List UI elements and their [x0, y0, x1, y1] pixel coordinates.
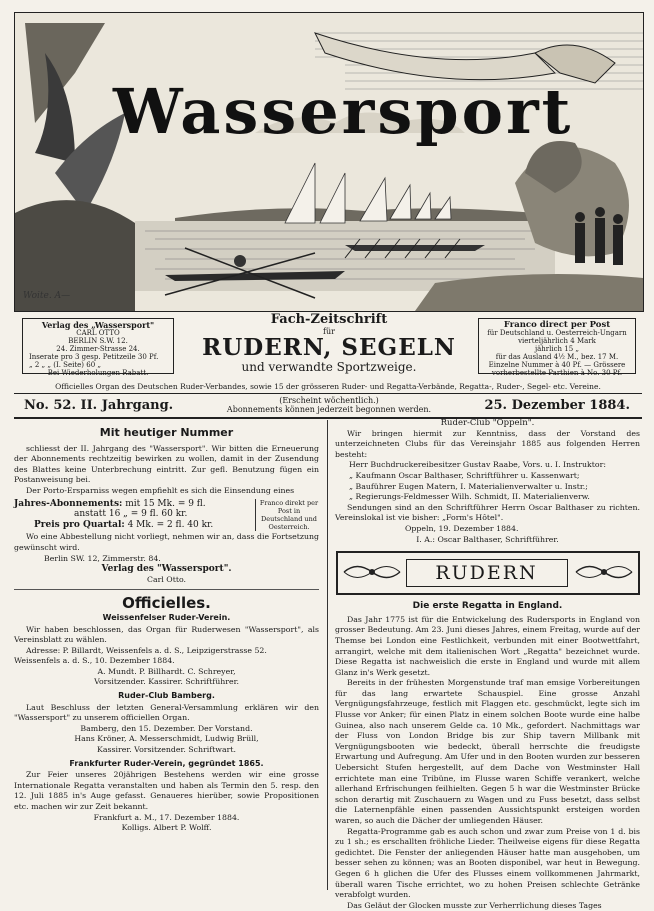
rudern-section-title: RUDERN [406, 559, 568, 587]
left-ornament-icon [342, 561, 402, 583]
frankfurt-date: Frankfurt a. M., 17. Dezember 1884. [93, 812, 240, 822]
notice-verlag: Verlag des "Wassersport". [101, 564, 232, 575]
regatta-engraving [15, 13, 643, 311]
oppeln-member2: „ Kaufmann Oscar Balthaser, Schriftführer u. Kassenwart; [349, 470, 580, 480]
oppeln-member3: „ Bauführer Eugen Matern, I. Materialienverwalter u. Instr.; [349, 481, 588, 491]
notice-heading: Mit heutiger Nummer [99, 426, 234, 439]
frankfurt-heading: Frankfurter Ruder-Verein, gegründet 1865. [69, 758, 264, 768]
publisher-line1: Verlag des „Wassersport" [41, 320, 155, 330]
bamberg-roles: Kassirer. Vorsitzender. Schriftwart. [97, 745, 236, 755]
weissenfels-para: Wir haben beschlossen, das Organ für Ruderwesen "Wassersport", als Vereinsblatt zu wählen. [14, 624, 319, 645]
issue-number: No. 52. II. Jahrgang. [24, 398, 174, 413]
masthead-title: Wassersport [113, 75, 574, 148]
publisher-line2: CARL OTTO [76, 329, 120, 337]
sub-line7: vorherbestellte Parthien à No. 30 Pf. [491, 369, 623, 377]
notice-address: Berlin SW. 12, Zimmerstr. 84. [44, 553, 161, 563]
official-organ-line: Officielles Organ des Deutschen Ruder-Verbandes, sowie 15 der grösseren Ruder- und Regatta-Verbände, Regatta-, Ruder-, Segel- etc. Vereine. [14, 382, 642, 394]
sub-line5: für das Ausland 4½ M., bez. 17 M. [495, 353, 619, 361]
notice-para3: Wo eine Abbestellung nicht vorliegt, nehmen wir an, dass die Fortsetzung gewünscht wird. [14, 532, 319, 552]
officielles-heading: Officielles. [122, 594, 211, 613]
publisher-line5: Inserate pro 3 gesp. Petitzeile 30 Pf. [29, 353, 159, 361]
right-column [335, 418, 640, 911]
publisher-box [22, 318, 174, 377]
oppeln-member4: „ Regierungs-Feldmesser Wilh. Schmidt, II. Materialienverw. [349, 492, 590, 502]
bamberg-signatures: Hans Kröner, A. Messerschmidt, Ludwig Brüll, [74, 734, 259, 744]
publisher-line6: „ 2 „ „ (I. Seite) 60 „ [29, 361, 102, 369]
oppeln-member1: Herr Buchdruckereibesitzer Gustav Raabe, Vors. u. I. Instruktor: [349, 460, 606, 470]
notice-para1: schliesst der II. Jahrgang des "Wassersport". Wir bitten die Erneuerung der Abonnements rechtzeitig bewirken zu wollen, damit in der Zusendung des Blattes keine Unterbrechung eintritt. Zur gefl. Benutzung fügen ein Postanweisung bei. [14, 443, 319, 485]
weissenfels-heading: Weissenfelser Ruder-Verein. [102, 612, 231, 622]
jahres-value1: mit 15 Mk. = 9 fl. [125, 498, 206, 509]
publisher-line3: BERLIN S.W. 12. [68, 337, 128, 345]
issue-subscribe-note: Abonnements können jederzeit begonnen werden. [226, 405, 432, 414]
quartal-value: 4 Mk. = 2 fl. 40 kr. [127, 519, 214, 530]
journal-title-block [179, 312, 479, 374]
masthead-illustration [14, 12, 644, 312]
publication-info-bar [14, 312, 642, 380]
subject-subtitle: und verwandte Sportzweige. [241, 360, 417, 374]
weissenfels-date: Weissenfels a. d. S., 10. Dezember 1884. [14, 656, 175, 666]
issue-frequency: (Erscheint wöchentlich.) [279, 396, 379, 405]
fuer-label: für [323, 327, 335, 336]
oppeln-signature: I. A.: Oscar Balthaser, Schriftführer. [416, 534, 559, 544]
weissenfels-roles: Vorsitzender. Kassirer. Schriftführer. [94, 677, 239, 687]
jahres-label: Jahres-Abonnements: [14, 498, 123, 509]
divider-rule [14, 589, 319, 590]
price-table [14, 499, 319, 531]
notice-carl: Carl Otto. [146, 574, 186, 584]
article-para2: Bereits in der frühesten Morgenstunde traf man emsige Vorbereitungen für das lang erwartete Schauspiel. Eine grosse Anzahl Vergnügungsfahrzeuge, festlich mit Flaggen etc. geschmückt, legte sich im Flusse vor Anker; für einen Platz in einem solchen Boote wurde eine halbe Guinea, also nach unserem Gelde ca. 10 Mk., gefordert. Nachmittags war der Fluss von London Bridge bis zur Ship tavern Millbank mit Vergnügungsbooten wie bedeckt, überall herrschte die freudigste Erwartung und Aufregung. Am Ufer und in den Booten wurden zur besseren Uebersicht Stufen hergestellt, auf dem Dache von Westminster Hall errichtete man eine Tribüne, im Flusse waren Schiffe verankert, welche allerhand Erfrischungen feilhielten. Gegen 5 h war die Westminster Brücke schon derartig mit Zuschauern zu Wagen und zu Fuss besetzt, dass selbst die Laternenpfähle einen passenden Aussichtspunkt ersteigen worden waren, so auch die Dächer der umliegenden Häuser. [335, 678, 640, 825]
sub-line2: für Deutschland u. Oesterreich-Ungarn [487, 329, 627, 337]
quartal-label: Preis pro Quartal: [34, 519, 125, 530]
article-para4: Das Geläut der Glocken musste zur Verherrlichung dieses Tages [347, 900, 602, 910]
oppeln-para: Wir bringen hiermit zur Kenntniss, dass der Vorstand des unterzeichneten Clubs für das Vereinsjahr 1885 aus folgenden Herren besteht: [335, 428, 640, 459]
sub-line4: jährlich 15 „ [534, 345, 580, 353]
issue-bar [14, 395, 642, 419]
publisher-line4: 24. Zimmer-Strasse 24. [56, 345, 140, 353]
issue-date: 25. Dezember 1884. [484, 398, 630, 413]
article-heading: Die erste Regatta in England. [412, 601, 563, 612]
notice-para2: Der Porto-Ersparniss wegen empfiehlt es sich die Einsendung eines [26, 485, 295, 495]
sub-line1: Franco direct per Post [503, 320, 611, 330]
subscription-box [478, 318, 636, 377]
publisher-line7: Bei Wiederholungen Rabatt. [47, 369, 149, 377]
column-divider [327, 420, 328, 890]
bamberg-heading: Ruder-Club Bamberg. [118, 691, 215, 701]
engraver-signature: Woite. A— [23, 291, 71, 301]
article-para1: Das Jahr 1775 ist für die Entwickelung des Rudersports in England von grosser Bedeutung. Am 23. Juni dieses Jahres, einem Freitag, wurde auf der Themse bei London eine Festlichkeit, verbunden mit einer Bootwettfahrt, arrangirt, welche mit dem italienischen Wort „Regatta" bezeichnet wurde. Diese Regatta ist nachweislich die erste in England und wurde mit allem Glanz in's Werk gesetzt. [335, 614, 640, 677]
oppeln-date: Oppeln, 19. Dezember 1884. [405, 523, 519, 533]
main-subject: RUDERN, SEGELN [202, 334, 456, 361]
bamberg-date: Bamberg, den 15. Dezember. Der Vorstand. [80, 723, 253, 733]
oppeln-para2: Sendungen sind an den Schriftführer Herrn Oscar Balthaser zu richten. Vereinslokal ist vie bisher: „Form's Hôtel". [335, 502, 640, 523]
sub-line6: Einzelne Nummer à 40 Pf. — Grössere [488, 361, 626, 369]
bamberg-para: Laut Beschluss der letzten General-Versammlung erklären wir den "Wassersport" zu unserem officiellen Organ. [14, 702, 319, 723]
left-column [14, 424, 319, 834]
weissenfels-address: Adresse: P. Billardt, Weissenfels a. d. S., Leipzigerstrasse 52. [26, 645, 267, 655]
frankfurt-signature: Kolligs. Albert P. Wolff. [121, 823, 212, 833]
weissenfels-signatures: A. Mundt. P. Billhardt. C. Schreyer, [97, 666, 236, 676]
franco-note: Franco direkt per Post in Deutschland und Oesterreich. [255, 499, 319, 531]
fach-zeitschrift: Fach-Zeitschrift [270, 312, 388, 327]
jahres-value2: anstatt 16 „ = 9 fl. 60 kr. [74, 509, 188, 520]
sub-line3: vierteljährlich 4 Mark [518, 337, 596, 345]
oppeln-heading: Ruder-Club "Oppeln". [440, 418, 535, 428]
article-para3: Regatta-Programme gab es auch schon und zwar zum Preise von 1 d. bis zu 1 sh.; es erschallten fröhliche Lieder. Theilweise eigens für diese Regatta gedichtet. Die Fenster der anliegenden Häuser hatte man ausgehoben, um besser sehen zu können; was an Booten disponibel, war heut in Bewegung. Gegen 6 h glichen die Ufer des Flusses einem vollkommenen Jahrmarkt, überall waren Tische errichtet, wo zu hohen Preisen schlechte Getränke verabfolgt wurden. [335, 826, 640, 900]
issue-frequency-block [214, 396, 444, 414]
right-ornament-icon [574, 561, 634, 583]
frankfurt-para: Zur Feier unseres 20jährigen Bestehens werden wir eine grosse Internationale Regatta veranstalten und haben als Termin den 5. resp. den 12. Juli 1885 in's Auge gefasst. Genaueres hierüber, sowie Propositionen etc. machen wir zur Zeit bekannt. [14, 770, 319, 811]
rudern-section-banner [336, 551, 640, 595]
